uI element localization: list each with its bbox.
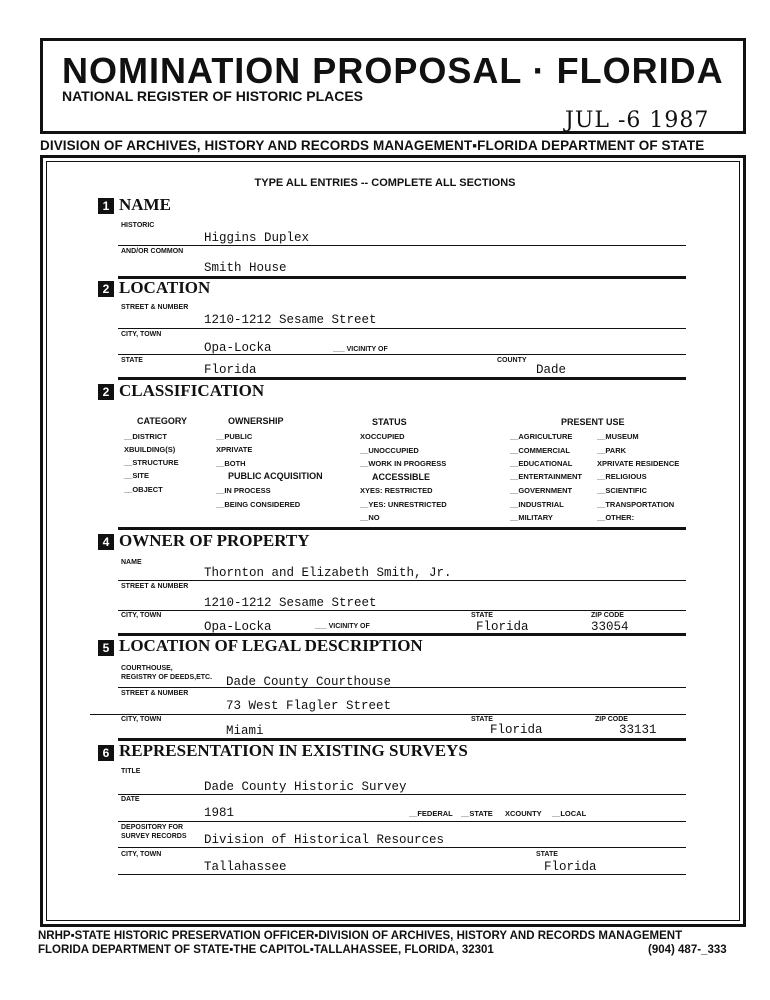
depository-label: DEPOSITORY FOR	[121, 824, 184, 831]
present-use-option: __MUSEUM	[597, 432, 639, 441]
section-6-number: 6	[98, 745, 114, 761]
county-label: COUNTY	[497, 357, 527, 364]
section-1-number: 1	[98, 198, 114, 214]
survey-title-label: TITLE	[121, 768, 141, 775]
owner-state-label: STATE	[471, 612, 493, 619]
section-divider	[118, 377, 686, 380]
owner-city-label: CITY, TOWN	[121, 612, 162, 619]
present-use-option: __EDUCATIONAL	[510, 459, 573, 468]
state-value: Florida	[204, 363, 257, 377]
section-divider	[118, 527, 686, 530]
footer-line-1: NRHP▪STATE HISTORIC PRESERVATION OFFICER▪DIVISION OF ARCHIVES, HISTORY AND RECORDS MANAGEMENT	[38, 930, 683, 942]
survey-level-option: __STATE	[461, 809, 493, 818]
survey-records-label: SURVEY RECORDS	[121, 833, 187, 840]
owner-state-value: Florida	[476, 620, 529, 634]
ownership-option: __PUBLIC	[216, 432, 253, 441]
status-option: __WORK IN PROGRESS	[360, 459, 447, 468]
divider	[118, 245, 686, 246]
section-3-number: 2	[98, 384, 114, 400]
city-label: CITY, TOWN	[121, 331, 162, 338]
ownership-option: XPRIVATE	[216, 445, 253, 454]
common-label: AND/OR COMMON	[121, 248, 184, 255]
courthouse-value: Dade County Courthouse	[226, 675, 392, 689]
category-option: __SITE	[124, 471, 150, 480]
county-value: Dade	[536, 363, 567, 377]
present-use-option: __MILITARY	[510, 513, 553, 522]
section-2-number: 2	[98, 281, 114, 297]
ownership-heading: OWNERSHIP	[228, 416, 284, 426]
footer-phone: (904) 487-_333	[648, 944, 727, 956]
present-use-option: XPRIVATE RESIDENCE	[597, 459, 680, 468]
city-value: Opa-Locka	[204, 341, 272, 355]
form-title: NOMINATION PROPOSAL · FLORIDA	[62, 50, 724, 91]
section-2-title: LOCATION	[119, 278, 211, 297]
divider	[118, 794, 686, 795]
present-use-option: __ENTERTAINMENT	[510, 472, 582, 481]
acquisition-option: __IN PROCESS	[216, 486, 271, 495]
footer-line-2: FLORIDA DEPARTMENT OF STATE▪THE CAPITOL▪TALLAHASSEE, FLORIDA, 32301	[38, 944, 494, 956]
section-4-title: OWNER OF PROPERTY	[119, 531, 310, 550]
accessible-option: XYES: RESTRICTED	[360, 486, 433, 495]
acquisition-heading: PUBLIC ACQUISITION	[228, 471, 323, 481]
accessible-heading: ACCESSIBLE	[372, 472, 431, 482]
section-5-title: LOCATION OF LEGAL DESCRIPTION	[119, 636, 423, 655]
divider	[118, 687, 686, 688]
owner-zip-value: 33054	[591, 620, 629, 634]
owner-vicinity-label: ___ VICINITY OF	[315, 623, 370, 630]
section-6-title: REPRESENTATION IN EXISTING SURVEYS	[119, 741, 468, 760]
divider	[90, 714, 686, 715]
present-use-option: __TRANSPORTATION	[597, 500, 675, 509]
date-stamp: JUL -6 1987	[565, 108, 710, 133]
category-option: __OBJECT	[124, 485, 163, 494]
status-option: XOCCUPIED	[360, 432, 405, 441]
owner-name-label: NAME	[121, 559, 142, 566]
present-use-option: __RELIGIOUS	[597, 472, 647, 481]
section-1-title: NAME	[119, 195, 171, 214]
legal-zip-label: ZIP CODE	[595, 716, 628, 723]
divider	[118, 328, 686, 329]
depository-value: Division of Historical Resources	[204, 833, 445, 847]
divider	[118, 821, 686, 822]
survey-state-value: Florida	[544, 860, 597, 874]
divider	[118, 354, 686, 355]
section-4-number: 4	[98, 534, 114, 550]
division-banner: DIVISION OF ARCHIVES, HISTORY AND RECORDS MANAGEMENT▪FLORIDA DEPARTMENT OF STATE	[40, 138, 705, 153]
owner-street-label: STREET & NUMBER	[121, 583, 189, 590]
legal-state-value: Florida	[490, 723, 543, 737]
historic-value: Higgins Duplex	[204, 231, 310, 245]
accessible-option: __YES: UNRESTRICTED	[360, 500, 447, 509]
owner-city-value: Opa-Locka	[204, 620, 272, 634]
present-use-option: __OTHER:	[597, 513, 635, 522]
survey-state-label: STATE	[536, 851, 558, 858]
form-subtitle: NATIONAL REGISTER OF HISTORIC PLACES	[62, 88, 364, 104]
legal-street-value: 73 West Flagler Street	[226, 699, 392, 713]
accessible-option: __NO	[360, 513, 380, 522]
survey-level-option: __LOCAL	[552, 809, 587, 818]
present-use-option: __AGRICULTURE	[510, 432, 573, 441]
owner-street-value: 1210-1212 Sesame Street	[204, 596, 377, 610]
survey-date-value: 1981	[204, 806, 235, 820]
historic-label: HISTORIC	[121, 222, 155, 229]
divider	[118, 610, 686, 611]
registry-label: REGISTRY OF DEEDS,ETC.	[121, 674, 213, 681]
present-use-option: __SCIENTIFIC	[597, 486, 648, 495]
category-heading: CATEGORY	[137, 416, 188, 426]
acquisition-option: __BEING CONSIDERED	[216, 500, 301, 509]
street-value: 1210-1212 Sesame Street	[204, 313, 377, 327]
survey-title-value: Dade County Historic Survey	[204, 780, 407, 794]
owner-name-value: Thornton and Elizabeth Smith, Jr.	[204, 566, 452, 580]
section-3-title: CLASSIFICATION	[119, 381, 265, 400]
survey-city-value: Tallahassee	[204, 860, 287, 874]
common-value: Smith House	[204, 261, 287, 275]
present-use-option: __INDUSTRIAL	[510, 500, 564, 509]
status-heading: STATUS	[372, 417, 407, 427]
vicinity-label: ___ VICINITY OF	[333, 346, 388, 353]
survey-city-label: CITY, TOWN	[121, 851, 162, 858]
divider	[118, 874, 686, 875]
divider	[118, 847, 686, 848]
survey-level-option: XCOUNTY	[505, 809, 542, 818]
status-option: __UNOCCUPIED	[360, 446, 419, 455]
state-label: STATE	[121, 357, 143, 364]
present-use-option: __PARK	[597, 446, 627, 455]
divider	[118, 580, 686, 581]
legal-city-label: CITY, TOWN	[121, 716, 162, 723]
present-use-option: __COMMERCIAL	[510, 446, 571, 455]
legal-zip-value: 33131	[619, 723, 657, 737]
legal-city-value: Miami	[226, 724, 264, 738]
legal-state-label: STATE	[471, 716, 493, 723]
ownership-option: __BOTH	[216, 459, 246, 468]
street-label: STREET & NUMBER	[121, 304, 189, 311]
present-use-heading: PRESENT USE	[561, 417, 625, 427]
survey-level-option: __FEDERAL	[409, 809, 453, 818]
section-5-number: 5	[98, 640, 114, 656]
category-option: __DISTRICT	[124, 432, 167, 441]
category-option: __STRUCTURE	[124, 458, 179, 467]
present-use-option: __GOVERNMENT	[510, 486, 573, 495]
instructions: TYPE ALL ENTRIES -- COMPLETE ALL SECTIONS	[254, 177, 516, 189]
courthouse-label: COURTHOUSE,	[121, 665, 173, 672]
legal-street-label: STREET & NUMBER	[121, 690, 189, 697]
category-option: XBUILDING(S)	[124, 445, 176, 454]
owner-zip-label: ZIP CODE	[591, 612, 624, 619]
survey-date-label: DATE	[121, 796, 140, 803]
